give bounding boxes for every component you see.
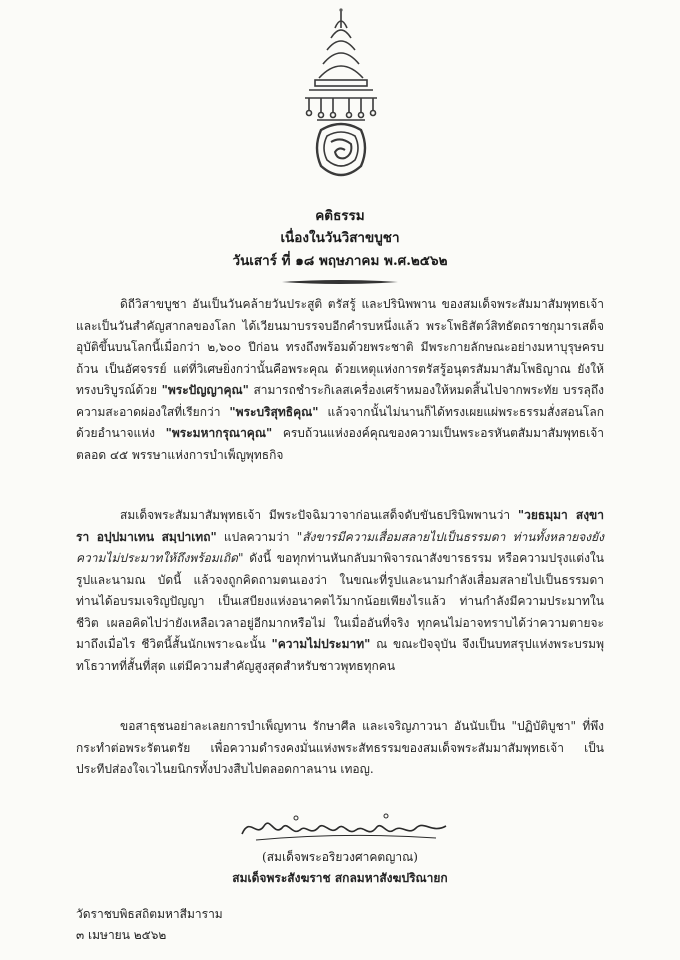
paragraph-2: สมเด็จพระสัมมาสัมพุทธเจ้า มีพระปัจฉิมวาจาก่อนเสด็จดับขันธปรินิพพานว่า "วยธมฺมา สงฺขารา อปฺปมาเทน สมฺปาเทถ" แปลความว่า "สังขารมีความเสื่อมสลายไปเป็นธรรมดา ท่านทั้งหลายจงยังความไม่ประมาทให้ถึงพร้อมเถิด" ดังนี้ ขอทุกท่านหันกลับมาพิจารณาสังขารธรรม หรือความปรุงแต่งในรูปและนามณ บัดนี้ แล้วจงถูกคิดถามตนเองว่า ในขณะที่รูปและนามกำลังเสื่อมสลายไปเป็นธรรมดา ท่านได้อบรมเจริญปัญญา เป็นเสบียงแห่งอนาคตไว้มากน้อยเพียงไรแล้ว ท่านกำลังมีความประมาทในชีวิต เผลอคิดไปว่ายังเหลือเวลาอยู่อีกมากหรือไม่ ในเมื่ออันที่จริง ทุกคนไม่อาจทราบได้ว่าความตายจะมาถึงเมื่อไร ชีวิตนี้สั้นนักเพราะฉะนั้น "ความไม่ประมาท" ณ ขณะปัจจุบัน จึงเป็นบทสรุปแห่งพระบรมพุทโธวาทที่สั้นที่สุด แต่มีความสำคัญสูงสุดสำหรับชาวพุทธทุกคน — [76, 508, 605, 673]
document-title: คติธรรม — [315, 208, 365, 224]
signatory-name: (สมเด็จพระอริยวงศาคตญาณ) — [262, 850, 418, 864]
document-subtitle: เนื่องในวันวิสาขบูชา — [280, 230, 400, 246]
ornamental-divider — [282, 279, 398, 285]
document-date-line: วันเสาร์ ที่ ๑๘ พฤษภาคม พ.ศ.๒๕๖๒ — [232, 253, 448, 269]
paragraph-1: ดิถีวิสาขบูชา อันเป็นวันคล้ายวันประสูติ ตรัสรู้ และปรินิพพาน ของสมเด็จพระสัมมาสัมพุทธเจ้า และเป็นวันสำคัญสากลของโลก ได้เวียนมาบรรจบอีกคำรบหนึ่งแล้ว พระโพธิสัตว์สิทธัตถราชกุมารเสด็จอุบัติขึ้นบนโลกนี้เมื่อกว่า ๒,๖๐๐ ปีก่อน ทรงถึงพร้อมด้วยพระชาติ มีพระกายลักษณะอย่างมหาบุรุษครบถ้วน เป็นอัศจรรย์ แต่ที่วิเศษยิ่งกว่านั้นคือพระคุณ ด้วยเหตุแห่งการตรัสรู้อนุตรสัมมาสัมโพธิญาณ ยังให้ทรงบริบูรณ์ด้วย "พระปัญญาคุณ" สามารถชำระกิเลสเครื่องเศร้าหมองให้หมดสิ้นไปจากพระทัย บรรลุถึงความสะอาดผ่องใสที่เรียกว่า "พระบริสุทธิคุณ" แล้วจากนั้นไม่นานก็ได้ทรงเผยแผ่พระธรรมสั่งสอนโลก ด้วยอำนาจแห่ง "พระมหากรุณาคุณ" ครบถ้วนแห่งองค์คุณของความเป็นพระอรหันตสัมมาสัมพุทธเจ้า ตลอด ๔๕ พรรษาแห่งการบำเพ็ญพุทธกิจ — [76, 297, 605, 462]
royal-seal-emblem-icon — [295, 8, 387, 188]
footer-place: วัดราชบพิธสถิตมหาสีมาราม — [76, 907, 223, 921]
footer-date: ๓ เมษายน ๒๕๖๒ — [76, 928, 167, 942]
signatory-title: สมเด็จพระสังฆราช สกลมหาสังฆปริณายก — [232, 871, 448, 885]
paragraph-3: ขอสาธุชนอย่าละเลยการบำเพ็ญทาน รักษาศีล และเจริญภาวนา อันนับเป็น "ปฏิบัติบูชา" ที่พึงกระทำต่อพระรัตนตรัย เพื่อความดำรงคงมั่นแห่งพระสัทธรรมของสมเด็จพระสัมมาสัมพุทธเจ้า เป็นประทีปส่องใจเวไนยนิกรทั้งปวงสืบไปตลอดกาลนาน เทอญ. — [76, 719, 604, 776]
handwritten-signature — [236, 806, 456, 846]
